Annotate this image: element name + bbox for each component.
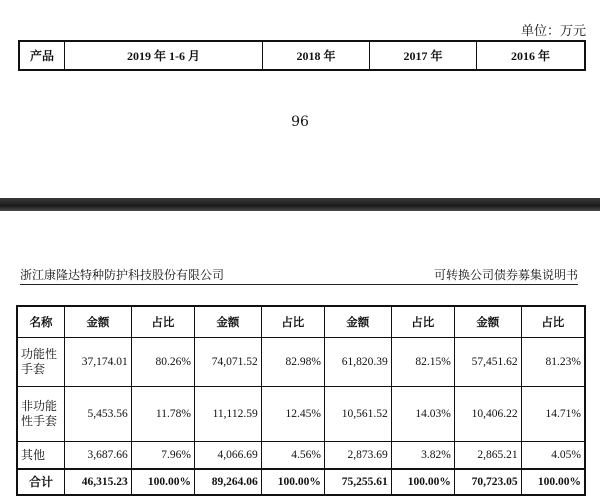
- company-name: 浙江康隆达特种防护科技股份有限公司: [20, 268, 225, 282]
- table-row: [17, 442, 585, 470]
- total-label: 合计: [17, 469, 65, 495]
- amount-cell: 11,112.59: [194, 387, 261, 442]
- column-header: 金额: [324, 306, 391, 338]
- page-divider: [0, 198, 600, 211]
- amount-cell: 10,406.22: [454, 387, 521, 442]
- total-amount-cell: 75,255.61: [324, 469, 391, 495]
- amount-cell: 74,071.52: [194, 338, 261, 387]
- top-table-header: 产品: [29, 49, 54, 63]
- share-cell: 82.98%: [261, 338, 324, 387]
- share-cell: 11.78%: [131, 387, 194, 442]
- product-name: 其他: [17, 442, 65, 470]
- sales-table: [16, 305, 586, 496]
- total-share-cell: 100.00%: [521, 469, 585, 495]
- unit-label: 单位：万元: [520, 24, 586, 39]
- table-header-row: [17, 306, 585, 338]
- product-name: 功能性手套: [17, 338, 65, 387]
- amount-cell: 37,174.01: [65, 338, 132, 387]
- column-header: 占比: [521, 306, 585, 338]
- column-header: 金额: [194, 306, 261, 338]
- column-header: 名称: [17, 306, 65, 338]
- top-table-header: 2018 年: [262, 41, 369, 70]
- amount-cell: 57,451.62: [454, 338, 521, 387]
- top-table-header: 2017 年: [370, 41, 477, 70]
- share-cell: 4.05%: [521, 442, 585, 470]
- amount-cell: 4,066.69: [194, 442, 261, 470]
- share-cell: 14.71%: [521, 387, 585, 442]
- column-header: 占比: [391, 306, 454, 338]
- column-header: 占比: [261, 306, 324, 338]
- share-cell: 81.23%: [521, 338, 585, 387]
- column-header: 金额: [454, 306, 521, 338]
- share-cell: 14.03%: [391, 387, 454, 442]
- share-cell: 12.45%: [261, 387, 324, 442]
- share-cell: 80.26%: [131, 338, 194, 387]
- table-row: [17, 387, 585, 442]
- total-amount-cell: 70,723.05: [454, 469, 521, 495]
- amount-cell: 61,820.39: [324, 338, 391, 387]
- table-row: [17, 338, 585, 387]
- amount-cell: 10,561.52: [324, 387, 391, 442]
- total-share-cell: 100.00%: [261, 469, 324, 495]
- column-header: 金额: [65, 306, 132, 338]
- total-share-cell: 100.00%: [391, 469, 454, 495]
- share-cell: 3.82%: [391, 442, 454, 470]
- top-table-header-row: [19, 41, 585, 70]
- share-cell: 4.56%: [261, 442, 324, 470]
- top-table: [18, 40, 586, 71]
- share-cell: 7.96%: [131, 442, 194, 470]
- amount-cell: 5,453.56: [65, 387, 132, 442]
- top-table-header: 2016 年: [477, 41, 585, 70]
- document-title: 可转换公司债券募集说明书: [433, 268, 578, 282]
- page-number: 96: [291, 114, 309, 130]
- cropped-previous-line: [0, 0, 600, 6]
- column-header: 占比: [131, 306, 194, 338]
- running-header: [20, 266, 578, 285]
- total-amount-cell: 46,315.23: [65, 469, 132, 495]
- total-amount-cell: 89,264.06: [194, 469, 261, 495]
- total-share-cell: 100.00%: [131, 469, 194, 495]
- top-table-header: 2019 年 1-6 月: [65, 41, 263, 70]
- total-row: [17, 469, 585, 495]
- amount-cell: 3,687.66: [65, 442, 132, 470]
- amount-cell: 2,873.69: [324, 442, 391, 470]
- product-name: 非功能性手套: [17, 387, 65, 442]
- share-cell: 82.15%: [391, 338, 454, 387]
- amount-cell: 2,865.21: [454, 442, 521, 470]
